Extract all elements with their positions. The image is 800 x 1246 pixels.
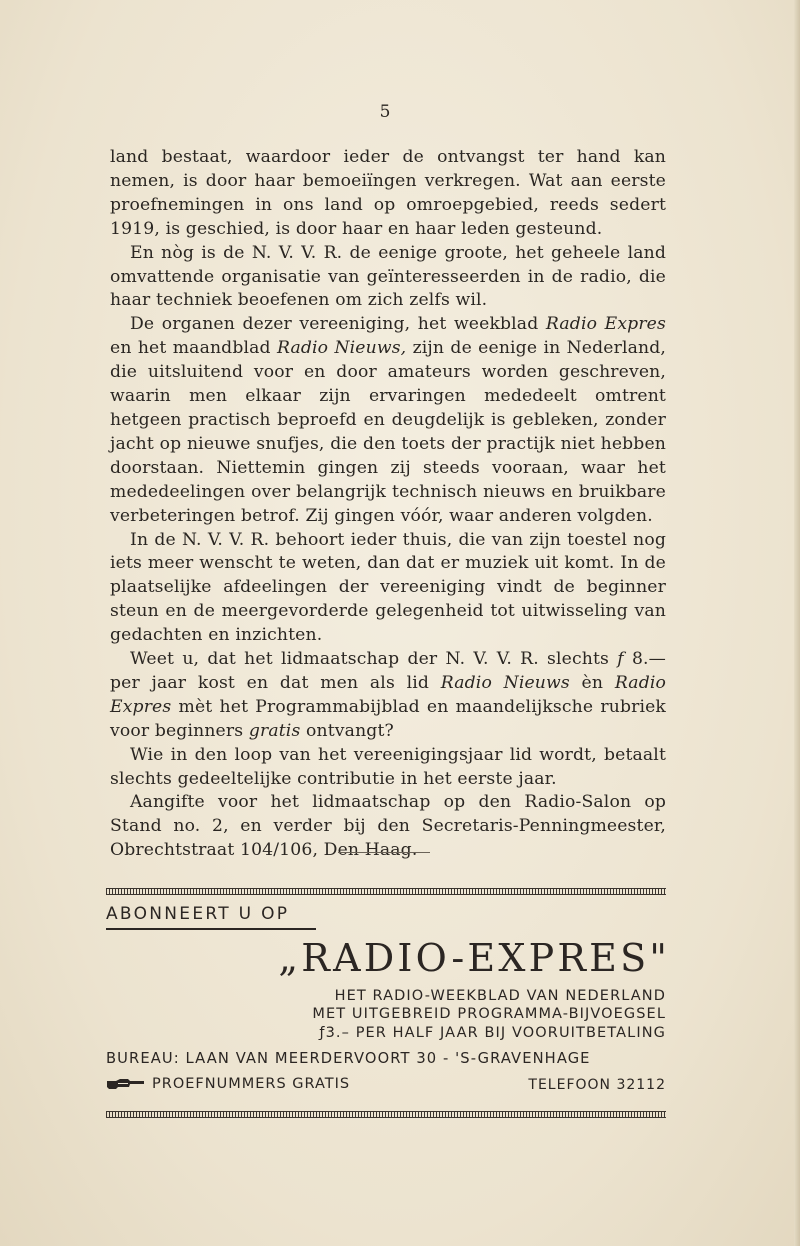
page-number: 5	[379, 102, 391, 122]
paragraph: En nòg is de N. V. V. R. de eenige groote, het geheele land omvattende organisatie van geïnteresseerden in de radio, die haar techniek beoefenen om zich zelfs wil.	[110, 242, 666, 311]
ad-address: BUREAU: LAAN VAN MEERDERVOORT 30 - 'S-GRAVENHAGE	[106, 1050, 591, 1067]
ad-line: ƒ3.– PER HALF JAAR BIJ VOORUITBETALING	[319, 1025, 666, 1041]
paragraph: De organen dezer vereeniging, het weekblad Radio Expres en het maandblad Radio Nieuws, zijn de eenige in Nederland, die uitsluitend voor en door amateurs worden geschreven, waarin men elkaar zijn ervaringen mededeelt omtrent hetgeen practisch beproefd en deugdelijk is gebleken, zonder jacht op nieuwe snufjes, die den toets der practijk niet hebben doorstaan. Niettemin gingen zij steeds vooraan, waar het mededeelingen over belangrijk technisch nieuws en bruikbare verbeteringen betrof. Zij gingen vóór, waar anderen volgden.	[110, 314, 666, 526]
paragraph: Aangifte voor het lidmaatschap op den Radio-Salon op Stand no. 2, en verder bij den Secretaris-Penningmeester, Obrechtstraat 104/106, Den Haag.	[110, 792, 666, 861]
ad-sample-copies: PROEFNUMMERS GRATIS	[152, 1076, 351, 1092]
ad-title: „RADIO-EXPRES"	[278, 936, 670, 980]
ad-border-bottom	[106, 1111, 666, 1118]
paragraph: land bestaat, waardoor ieder de ontvangst ter hand kan nemen, is door haar bemoeiïngen verkregen. Wat aan eerste proefnemingen in ons land op omroepgebied, reeds sedert 1919, is geschied, is door haar en haar leden gesteund.	[110, 147, 666, 239]
ad-telephone: TELEFOON 32112	[528, 1077, 666, 1093]
paragraph: In de N. V. V. R. behoort ieder thuis, die van zijn toestel nog iets meer wenscht te weten, dan dat er muziek uit komt. In de plaatselijke afdeelingen der vereeniging vindt de beginner steun en de meergevorderde gelegenheid tot uitwisseling van gedachten en inzichten.	[110, 529, 666, 646]
ad-footer-left	[106, 1076, 350, 1092]
ad-heading: ABONNEERT U OP	[106, 904, 316, 930]
pointing-hand-icon	[106, 1077, 146, 1091]
paragraph: Wie in den loop van het vereenigingsjaar lid wordt, betaalt slechts gedeeltelijke contributie in het eerste jaar.	[110, 744, 666, 789]
ad-line: MET UITGEBREID PROGRAMMA-BIJVOEGSEL	[312, 1006, 666, 1022]
ad-line: HET RADIO-WEEKBLAD VAN NEDERLAND	[334, 988, 666, 1004]
paragraph: Weet u, dat het lidmaatschap der N. V. V. R. slechts f 8.— per jaar kost en dat men als lid Radio Nieuws èn Radio Expres mèt het Programmabijblad en maandelijksche rubriek voor beginners gratis ontvangt?	[110, 649, 666, 741]
